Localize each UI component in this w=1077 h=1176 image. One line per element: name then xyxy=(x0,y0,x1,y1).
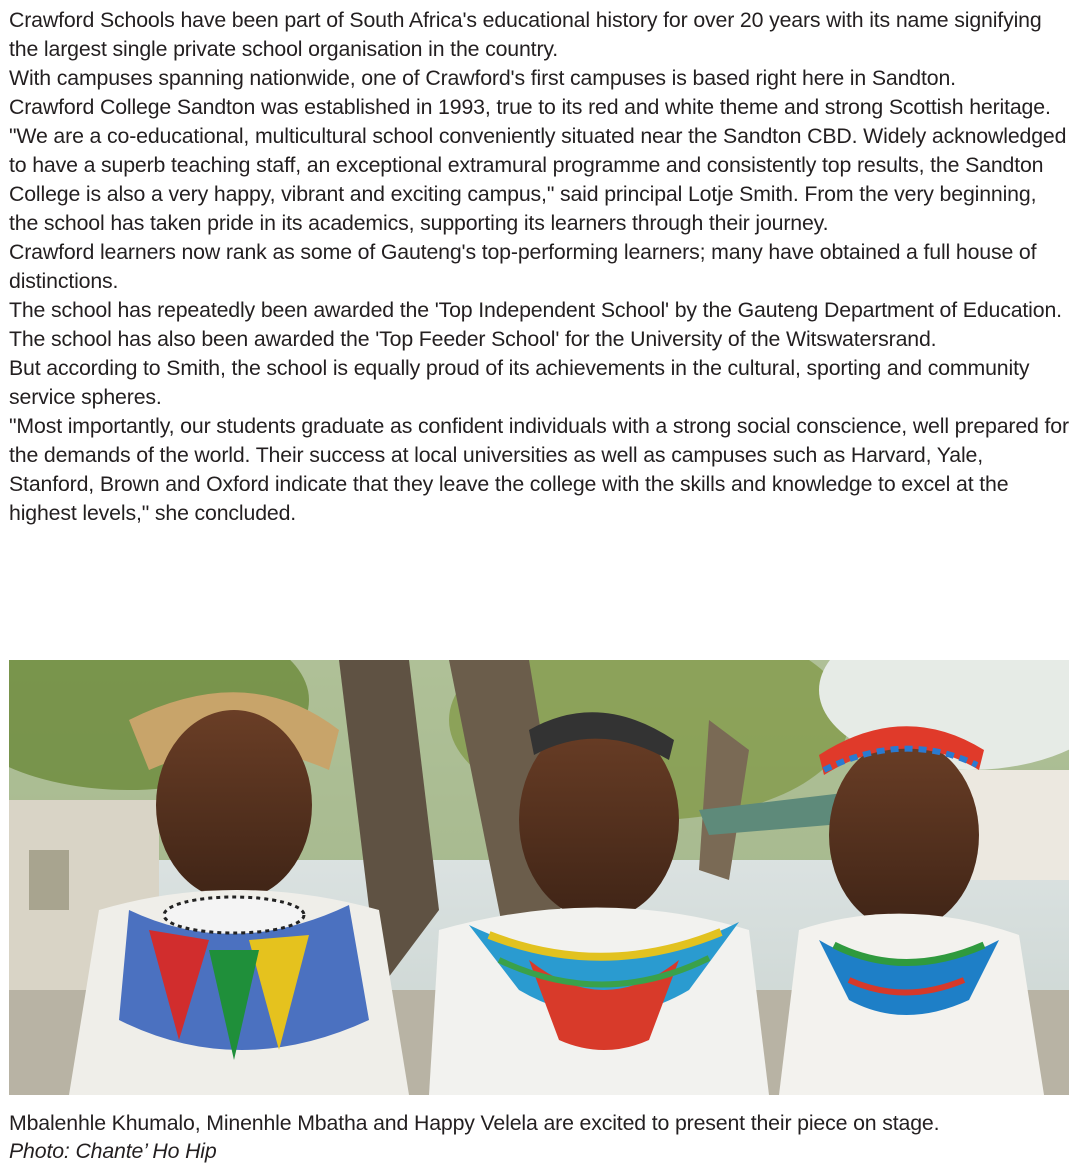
article-paragraph: With campuses spanning nationwide, one of Crawford's first campuses is based right here in Sandton. xyxy=(9,66,956,90)
article-paragraph: Crawford Schools have been part of South Africa's educational history for over 20 years with its name signifying the largest single private school organisation in the country. xyxy=(9,8,1042,61)
article-paragraph: "Most importantly, our students graduate as confident individuals with a strong social conscience, well prepared for the demands of the world. Their success at local universities as well as campuses such as Harvard, Yale, Stanford, Brown and Oxford indicate that they leave the college with the skills and knowledge to excel at the highest levels," she concluded. xyxy=(9,414,1069,525)
article-paragraph: Crawford College Sandton was established in 1993, true to its red and white theme and strong Scottish heritage. xyxy=(9,95,1051,119)
article-paragraph: But according to Smith, the school is equally proud of its achievements in the cultural, sporting and community service spheres. xyxy=(9,356,1030,409)
article-paragraph: The school has also been awarded the 'Top Feeder School' for the University of the Witswatersrand. xyxy=(9,327,937,351)
article-paragraph: Crawford learners now rank as some of Gauteng's top-performing learners; many have obtained a full house of distinctions. xyxy=(9,240,1037,293)
article-photo xyxy=(9,660,1069,1095)
photo-caption xyxy=(9,1109,1071,1165)
article-paragraph: The school has repeatedly been awarded the 'Top Independent School' by the Gauteng Department of Education. xyxy=(9,298,1062,322)
photo-credit: Photo: Chante’ Ho Hip xyxy=(9,1139,217,1163)
article-body xyxy=(9,6,1071,528)
article-paragraph: "We are a co-educational, multicultural school conveniently situated near the Sandton CBD. Widely acknowledged to have a superb teaching staff, an exceptional extramural programme and consistently top results, the Sandton College is also a very happy, vibrant and exciting campus," said principal Lotje Smith. From the very beginning, the school has taken pride in its academics, supporting its learners through their journey. xyxy=(9,124,1067,235)
caption-text: Mbalenhle Khumalo, Minenhle Mbatha and Happy Velela are excited to present their piece on stage. xyxy=(9,1111,940,1135)
